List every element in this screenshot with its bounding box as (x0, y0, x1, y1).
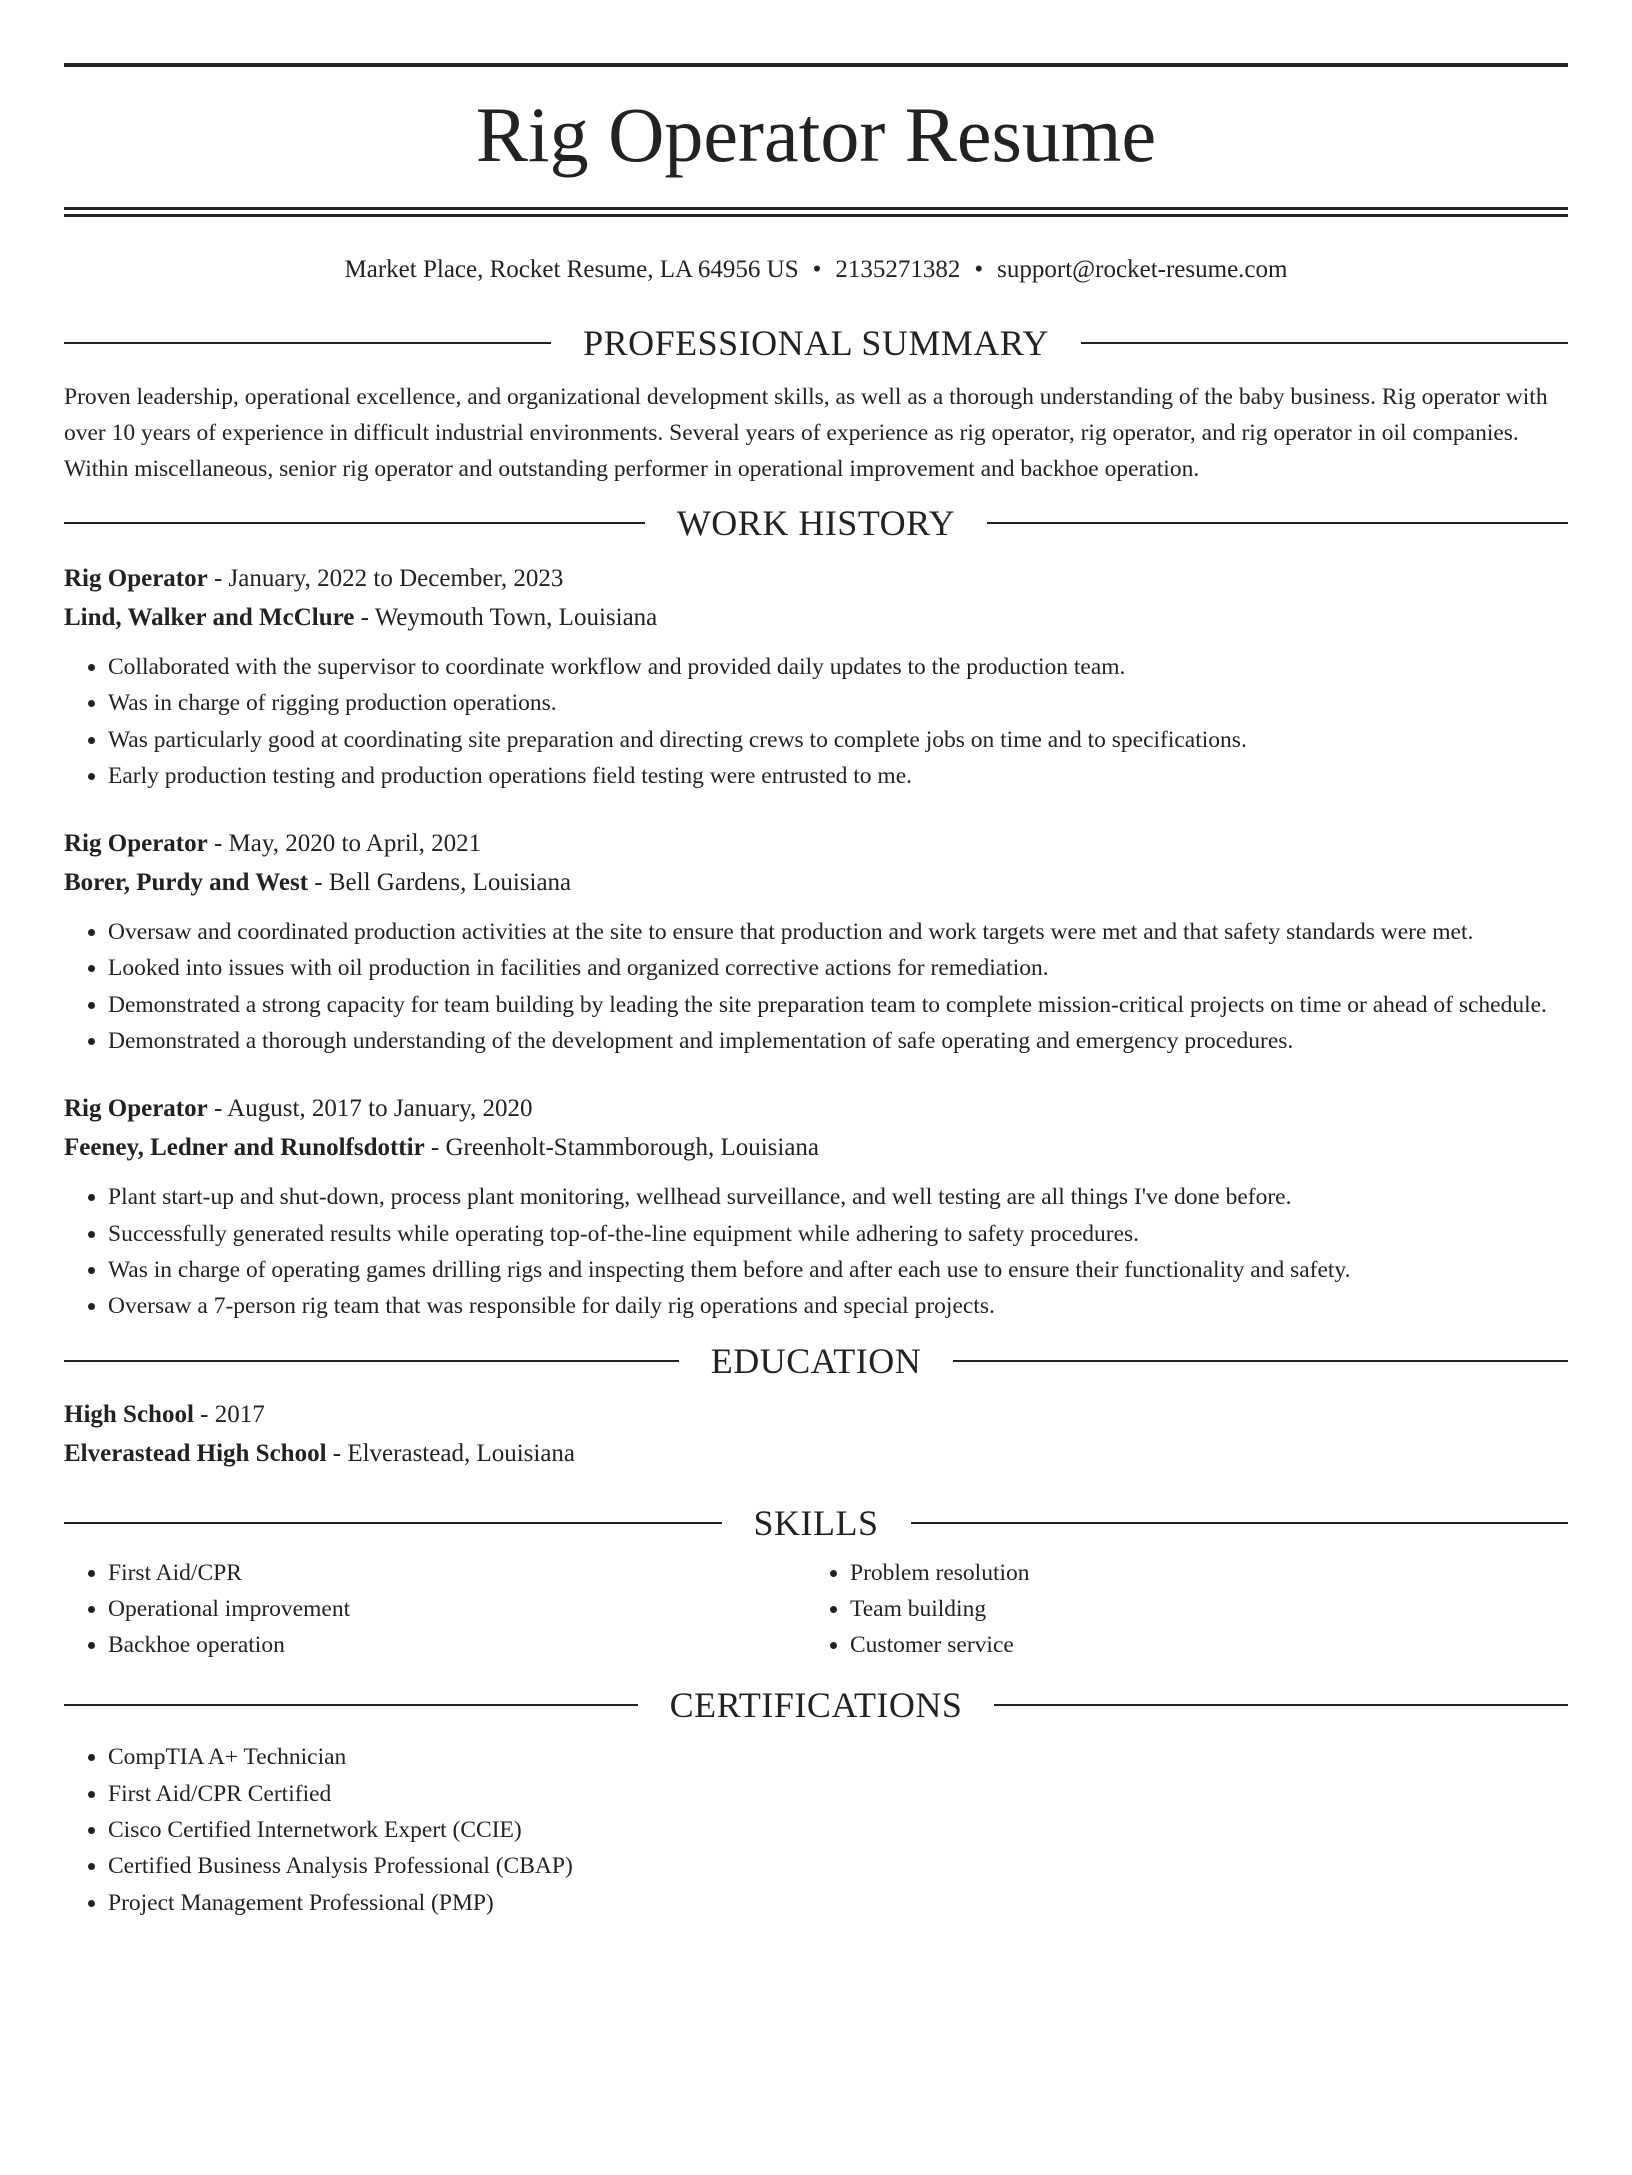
list-item: • Was in charge of operating games drilling rigs and inspecting them before and after each use to ensure their functionality and safety. (108, 1252, 1568, 1288)
section-rule-right (1081, 342, 1568, 344)
certification-item: • CompTIA A+ Technician (108, 1739, 1568, 1775)
skills-grid (64, 1555, 1568, 1664)
skills-column-left (64, 1555, 806, 1664)
certification-item: • Cisco Certified Internetwork Expert (CCIE) (108, 1812, 1568, 1848)
section-rule-right (994, 1704, 1568, 1706)
job-title-line (64, 1089, 1568, 1128)
section-title-summary: PROFESSIONAL SUMMARY (583, 323, 1049, 363)
section-rule-left (64, 1360, 679, 1362)
list-item: • Demonstrated a thorough understanding of the development and implementation of safe operating and emergency procedures. (108, 1023, 1568, 1059)
contact-separator: • (974, 256, 984, 283)
contact-separator: • (812, 256, 822, 283)
job-entry (64, 824, 1568, 1059)
list-item: • Collaborated with the supervisor to coordinate workflow and provided daily updates to the production team. (108, 649, 1568, 685)
job-company: Lind, Walker and McClure (64, 604, 355, 631)
resume-title: Rig Operator Resume (475, 91, 1157, 178)
section-header-skills (64, 1501, 1568, 1545)
job-dates: - January, 2022 to December, 2023 (207, 565, 564, 592)
section-rule-left (64, 1522, 722, 1524)
section-title-work: WORK HISTORY (676, 503, 956, 543)
contact-line (64, 253, 1568, 287)
contact-email: support@rocket-resume.com (997, 256, 1288, 283)
education-degree-line (64, 1395, 1568, 1434)
job-title: Rig Operator (64, 830, 208, 858)
job-location: - Weymouth Town, Louisiana (354, 604, 658, 631)
section-header-summary (64, 321, 1568, 365)
contact-phone: 2135271382 (835, 256, 961, 283)
list-item: • Oversaw a 7-person rig team that was responsible for daily rig operations and special projects. (108, 1288, 1568, 1324)
skill-item: • Operational improvement (108, 1591, 806, 1627)
list-item: • Demonstrated a strong capacity for team building by leading the site preparation team to complete mission-critical projects on time or ahead of schedule. (108, 987, 1568, 1023)
skill-item: • Customer service (850, 1627, 1548, 1663)
job-title: Rig Operator (64, 1095, 208, 1123)
job-location: - Bell Gardens, Louisiana (308, 869, 572, 897)
resume-page (0, 63, 1632, 2175)
job-bullets (64, 914, 1568, 1059)
list-item: • Looked into issues with oil production in facilities and organized corrective actions for remediation. (108, 950, 1568, 986)
job-entry (64, 1089, 1568, 1324)
certification-item: • Certified Business Analysis Professional (CBAP) (108, 1848, 1568, 1884)
section-rule-right (987, 522, 1568, 524)
list-item: • Was in charge of rigging production operations. (108, 685, 1568, 721)
list-item: • Successfully generated results while operating top-of-the-line equipment while adhering to safety procedures. (108, 1216, 1568, 1252)
section-header-certifications (64, 1683, 1568, 1727)
skill-item: • Problem resolution (850, 1555, 1548, 1591)
education-entry (64, 1395, 1568, 1473)
job-bullets (64, 649, 1568, 794)
job-company: Borer, Purdy and West (64, 869, 309, 897)
section-rule-right (953, 1360, 1568, 1362)
job-location: - Greenholt-Stammborough, Louisiana (424, 1134, 820, 1162)
job-company-line (64, 1128, 1568, 1167)
education-year: - 2017 (193, 1400, 265, 1428)
certification-item: • Project Management Professional (PMP) (108, 1885, 1568, 1921)
job-dates: - May, 2020 to April, 2021 (207, 830, 482, 858)
education-degree: High School (64, 1400, 194, 1428)
contact-address: Market Place, Rocket Resume, LA 64956 US (344, 256, 799, 283)
list-item: • Early production testing and production operations field testing were entrusted to me. (108, 758, 1568, 794)
list-item: • Oversaw and coordinated production activities at the site to ensure that production and work targets were met and that safety standards were met. (108, 914, 1568, 950)
job-company-line (64, 598, 1568, 637)
job-title-line (64, 559, 1568, 598)
section-rule-left (64, 522, 645, 524)
job-title: Rig Operator (64, 565, 208, 592)
education-location: - Elverastead, Louisiana (326, 1439, 576, 1467)
section-rule-left (64, 1704, 638, 1706)
job-company-line (64, 863, 1568, 902)
section-title-education: EDUCATION (710, 1340, 922, 1381)
top-rule (64, 63, 1568, 67)
skill-item: • Backhoe operation (108, 1627, 806, 1663)
job-company: Feeney, Ledner and Runolfsdottir (64, 1134, 425, 1162)
section-header-education (64, 1339, 1568, 1383)
section-rule-right (911, 1522, 1569, 1524)
job-bullets (64, 1179, 1568, 1324)
job-title-line (64, 824, 1568, 863)
education-school: Elverastead High School (64, 1439, 327, 1467)
skill-item: • Team building (850, 1591, 1548, 1627)
section-rule-left (64, 342, 551, 344)
list-item: • Was particularly good at coordinating site preparation and directing crews to complete jobs on time and to specifications. (108, 722, 1568, 758)
certification-item: • First Aid/CPR Certified (108, 1776, 1568, 1812)
job-entry (64, 559, 1568, 794)
title-double-rule (64, 207, 1568, 217)
section-header-work (64, 501, 1568, 545)
education-school-line (64, 1434, 1568, 1473)
summary-text: Proven leadership, operational excellence, and organizational development skills, as well as a thorough understanding of the baby business. Rig operator with over 10 years of experience in difficult industrial environments. Several years of experience as rig operator, rig operator, and rig operator in oil companies. Within miscellaneous, senior rig operator and outstanding performer in operational improvement and backhoe operation. (64, 384, 1548, 482)
section-title-skills: SKILLS (753, 1502, 879, 1543)
skill-item: • First Aid/CPR (108, 1555, 806, 1591)
job-dates: - August, 2017 to January, 2020 (207, 1095, 533, 1123)
skills-column-right (806, 1555, 1548, 1664)
section-title-certifications: CERTIFICATIONS (669, 1685, 963, 1726)
list-item: • Plant start-up and shut-down, process plant monitoring, wellhead surveillance, and well testing are all things I've done before. (108, 1179, 1568, 1215)
certifications-list (64, 1739, 1568, 1920)
